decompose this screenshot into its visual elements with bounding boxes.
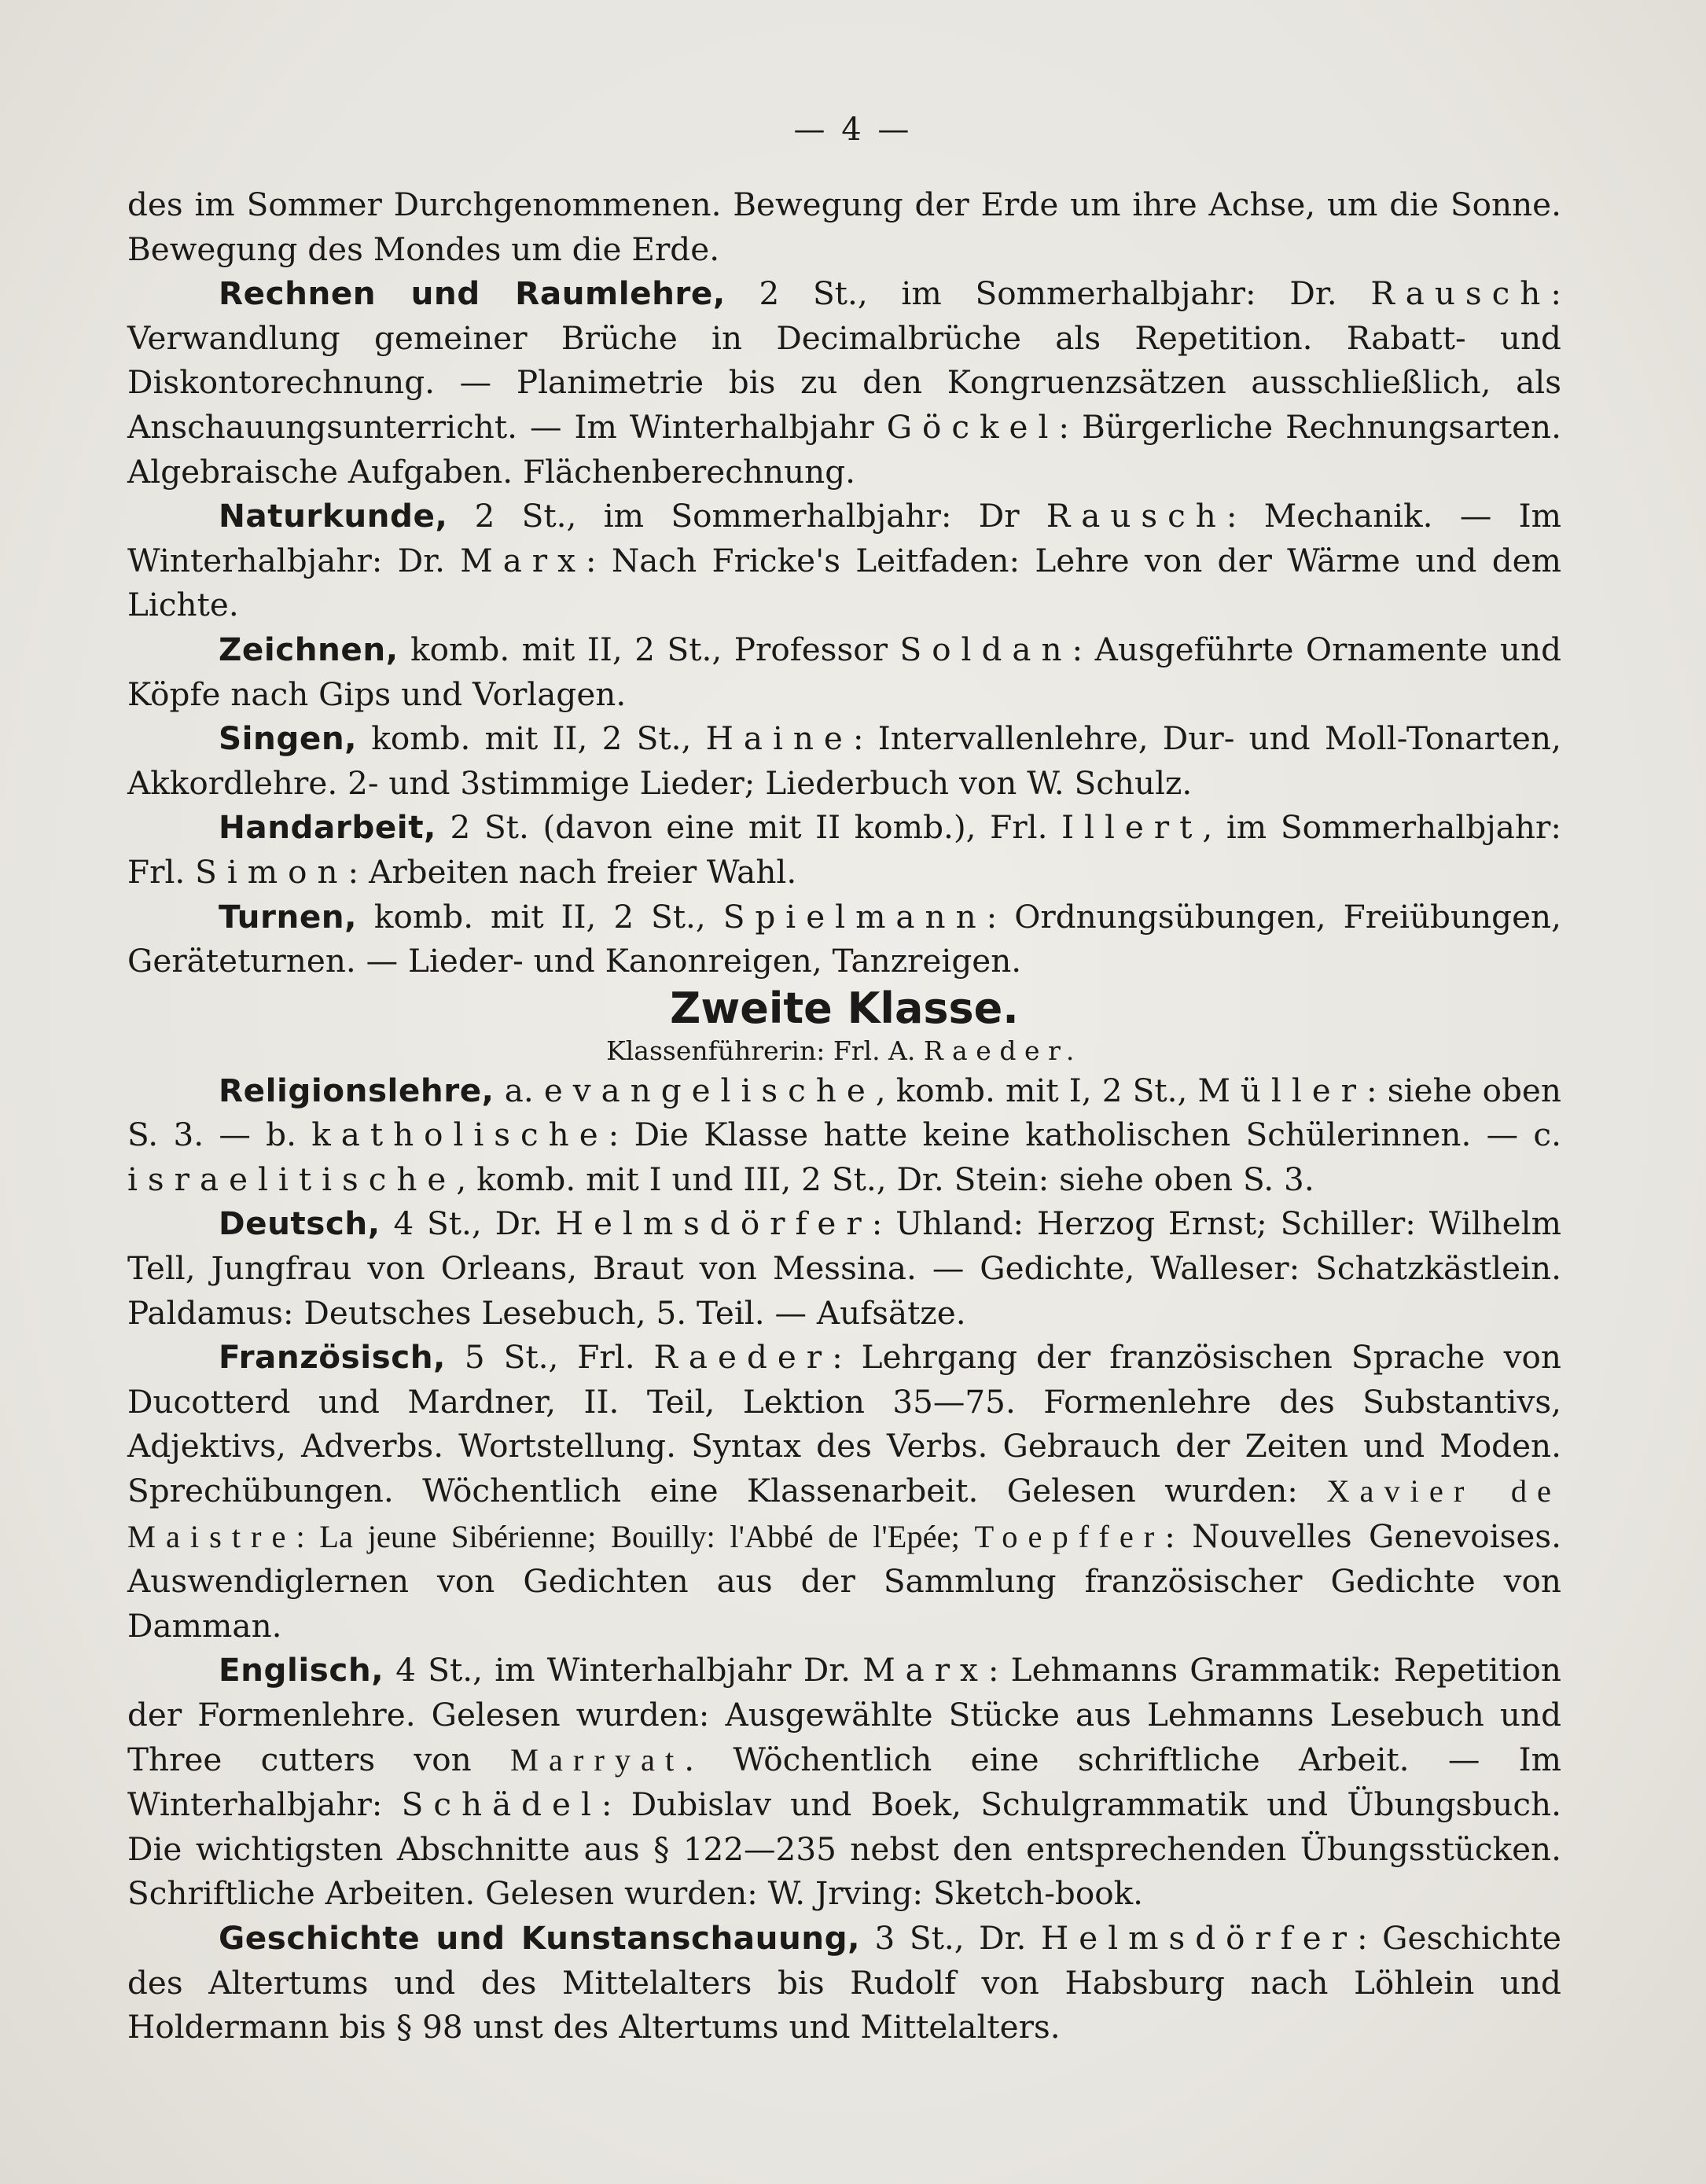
paragraph-text: : Intervallenlehre, Dur- und Moll-Tonarten, Akkordlehre. 2- und 3stimmige Lieder; Liederbuch von W. Schulz. <box>127 719 1561 802</box>
spaced-term: katholische <box>311 1116 608 1154</box>
paragraph-text: 3 St., Dr. <box>860 1918 1041 1957</box>
paragraph-text: a. <box>494 1071 544 1109</box>
paragraph-text: : Bürgerliche Rechnungsarten. Algebraische Aufgaben. Flächenberechnung. <box>127 407 1562 491</box>
paragraph-text: : Die Klasse hatte keine katholischen Schülerinnen. — c. <box>608 1116 1561 1154</box>
teacher-name: Simon <box>195 852 348 891</box>
paragraph-text: , im Sommerhalbjahr: Frl. <box>127 808 1561 891</box>
paragraph-text: : Ausgeführte Ornamente und Köpfe nach Gips und Vorlagen. <box>127 630 1561 713</box>
author-name: Toepffer <box>974 1518 1165 1554</box>
paragraph-text: : Nach Fricke's Leitfaden: Lehre von der Wärme und dem Lichte. <box>127 541 1561 624</box>
paragraph-deutsch <box>127 1201 1561 1335</box>
subject-heading: Turnen, <box>219 897 358 936</box>
paragraph-naturkunde <box>127 494 1561 627</box>
section-subtitle <box>127 1034 1561 1068</box>
subject-heading: Geschichte und Kunstanschauung, <box>219 1918 861 1957</box>
paragraph-geschichte <box>127 1916 1561 2050</box>
paragraph-text: 2 St., im Sommerhalbjahr: Dr. <box>725 274 1371 313</box>
paragraph-text: : Verwandlung gemeiner Brüche in Decimalbrüche als Repetition. Rabatt- und Diskontorechnung. — Planimetrie bis zu den Kongruenzsätzen ausschließlich, als Anschauungsunterricht. — Im Winterhalbjahr <box>127 274 1561 446</box>
paragraph-text: , komb. mit I und III, 2 St., Dr. Stein: siehe oben S. 3. <box>456 1160 1314 1198</box>
paragraph-religion <box>127 1068 1561 1202</box>
subject-heading: Handarbeit, <box>219 808 436 847</box>
spaced-term: evangelische <box>543 1071 876 1109</box>
class-leader-label: Klassenführerin: Frl. A. <box>606 1035 924 1066</box>
paragraph-text: 2 St. (davon eine mit II komb.), Frl. <box>436 808 1062 847</box>
teacher-name: Helmsdörfer <box>1040 1918 1357 1957</box>
class-leader-name: Raeder. <box>923 1035 1083 1066</box>
teacher-name: Soldan <box>899 630 1072 668</box>
teacher-name: Helmsdörfer <box>555 1204 872 1243</box>
paragraph-text: : Lehmanns Grammatik: Repetition der Formenlehre. Gelesen wurden: Ausgewählte Stücke aus Lehmanns Lesebuch und Three cutters von <box>127 1651 1562 1778</box>
author-name: Marryat <box>510 1741 685 1778</box>
paragraph-zeichnen <box>127 627 1561 716</box>
paragraph-text: : La jeune Sibérienne; Bouilly: l'Abbé de l'Epée; <box>296 1518 975 1554</box>
teacher-name: Rausch <box>1046 497 1226 535</box>
paragraph-singen <box>127 716 1561 805</box>
page-number: — 4 — <box>793 112 913 148</box>
subject-heading: Rechnen und Raumlehre, <box>219 274 726 313</box>
page-body <box>127 182 1561 2050</box>
teacher-name: Rausch <box>1370 274 1551 313</box>
paragraph-text: des im Sommer Durchgenommenen. Bewegung der Erde um ihre Achse, um die Sonne. Bewegung des Mondes um die Erde. <box>127 186 1561 268</box>
paragraph-text: komb. mit II, 2 St., <box>357 897 723 936</box>
teacher-name: Illert <box>1061 808 1203 847</box>
teacher-name: Göckel <box>886 407 1059 446</box>
paragraph-rechnen <box>127 271 1561 494</box>
subject-heading: Französisch, <box>219 1338 446 1377</box>
subject-heading: Religionslehre, <box>219 1071 495 1109</box>
teacher-name: Marx <box>460 541 586 579</box>
subject-heading: Singen, <box>219 719 358 758</box>
paragraph-continuation <box>127 182 1561 271</box>
paragraph-text: 4 St., im Winterhalbjahr Dr. <box>384 1651 863 1689</box>
paragraph-text: komb. mit II, 2 St., <box>357 719 706 758</box>
subject-heading: Englisch, <box>219 1651 384 1689</box>
paragraph-text: 5 St., Frl. <box>445 1338 654 1377</box>
paragraph-text: : Lehrgang der französischen Sprache von Ducotterd und Mardner, II. Teil, Lektion 35—75. Formenlehre des Substantivs, Adjektivs, Adverbs. Wortstellung. Syntax des Verbs. Gebrauch der Zeiten und Moden. Sprechübungen. Wöchentlich eine Klassenarbeit. Gelesen wurden: <box>127 1338 1561 1510</box>
section-title: Zweite Klasse. <box>670 983 1019 1033</box>
subject-heading: Zeichnen, <box>219 630 399 668</box>
teacher-name: Spielmann <box>722 897 987 936</box>
paragraph-turnen <box>127 895 1561 984</box>
paragraph-text: : Geschichte des Altertums und des Mittelalters bis Rudolf von Habsburg nach Löhlein und Holdermann bis § 98 unst des Altertums und Mittelalters. <box>127 1918 1561 2046</box>
spaced-term: israelitische <box>127 1160 457 1198</box>
paragraph-handarbeit <box>127 805 1561 894</box>
paragraph-franzoesisch <box>127 1335 1561 1648</box>
paragraph-text: : Uhland: Herzog Ernst; Schiller: Wilhelm Tell, Jungfrau von Orleans, Braut von Messina. — Gedichte, Walleser: Schatzkästlein. Paldamus: Deutsches Lesebuch, 5. Teil. — Aufsätze. <box>127 1204 1561 1332</box>
paragraph-text: 4 St., Dr. <box>380 1204 556 1243</box>
paragraph-text: : Dubislav und Boek, Schulgrammatik und Übungsbuch. Die wichtigsten Abschnitte aus § 122—235 nebst den entsprechenden Übungsstücken. Schriftliche Arbeiten. Gelesen wurden: W. Jrving: Sketch-book. <box>127 1785 1561 1913</box>
paragraph-text: : Mechanik. — Im Winterhalbjahr: Dr. <box>127 497 1561 579</box>
paragraph-text: : Ordnungsübungen, Freiübungen, Geräteturnen. — Lieder- und Kanonreigen, Tanzreigen. <box>127 897 1561 980</box>
teacher-name: Schädel <box>401 1785 601 1824</box>
subject-heading: Naturkunde, <box>219 497 448 535</box>
paragraph-text: komb. mit II, 2 St., Professor <box>398 630 900 668</box>
paragraph-text: 2 St., im Sommerhalbjahr: Dr <box>447 497 1046 535</box>
paragraph-text: : Arbeiten nach freier Wahl. <box>347 852 797 891</box>
paragraph-text: : siehe oben S. 3. — b. <box>127 1071 1561 1154</box>
teacher-name: Raeder <box>653 1338 833 1377</box>
author-name: Xavier de Maistre <box>127 1473 1561 1554</box>
paragraph-text: , komb. mit I, 2 St., <box>875 1071 1198 1109</box>
paragraph-text: : Nouvelles Genevoises. Auswendiglernen von Gedichten aus der Sammlung französischer Gedichte von Damman. <box>127 1517 1561 1645</box>
teacher-name: Haine <box>705 719 853 758</box>
teacher-name: Marx <box>862 1651 988 1689</box>
subject-heading: Deutsch, <box>219 1204 381 1243</box>
paragraph-englisch <box>127 1648 1561 1916</box>
paragraph-text: . Wöchentlich eine schriftliche Arbeit. — Im Winterhalbjahr: <box>127 1740 1562 1824</box>
teacher-name: Müller <box>1197 1071 1366 1109</box>
